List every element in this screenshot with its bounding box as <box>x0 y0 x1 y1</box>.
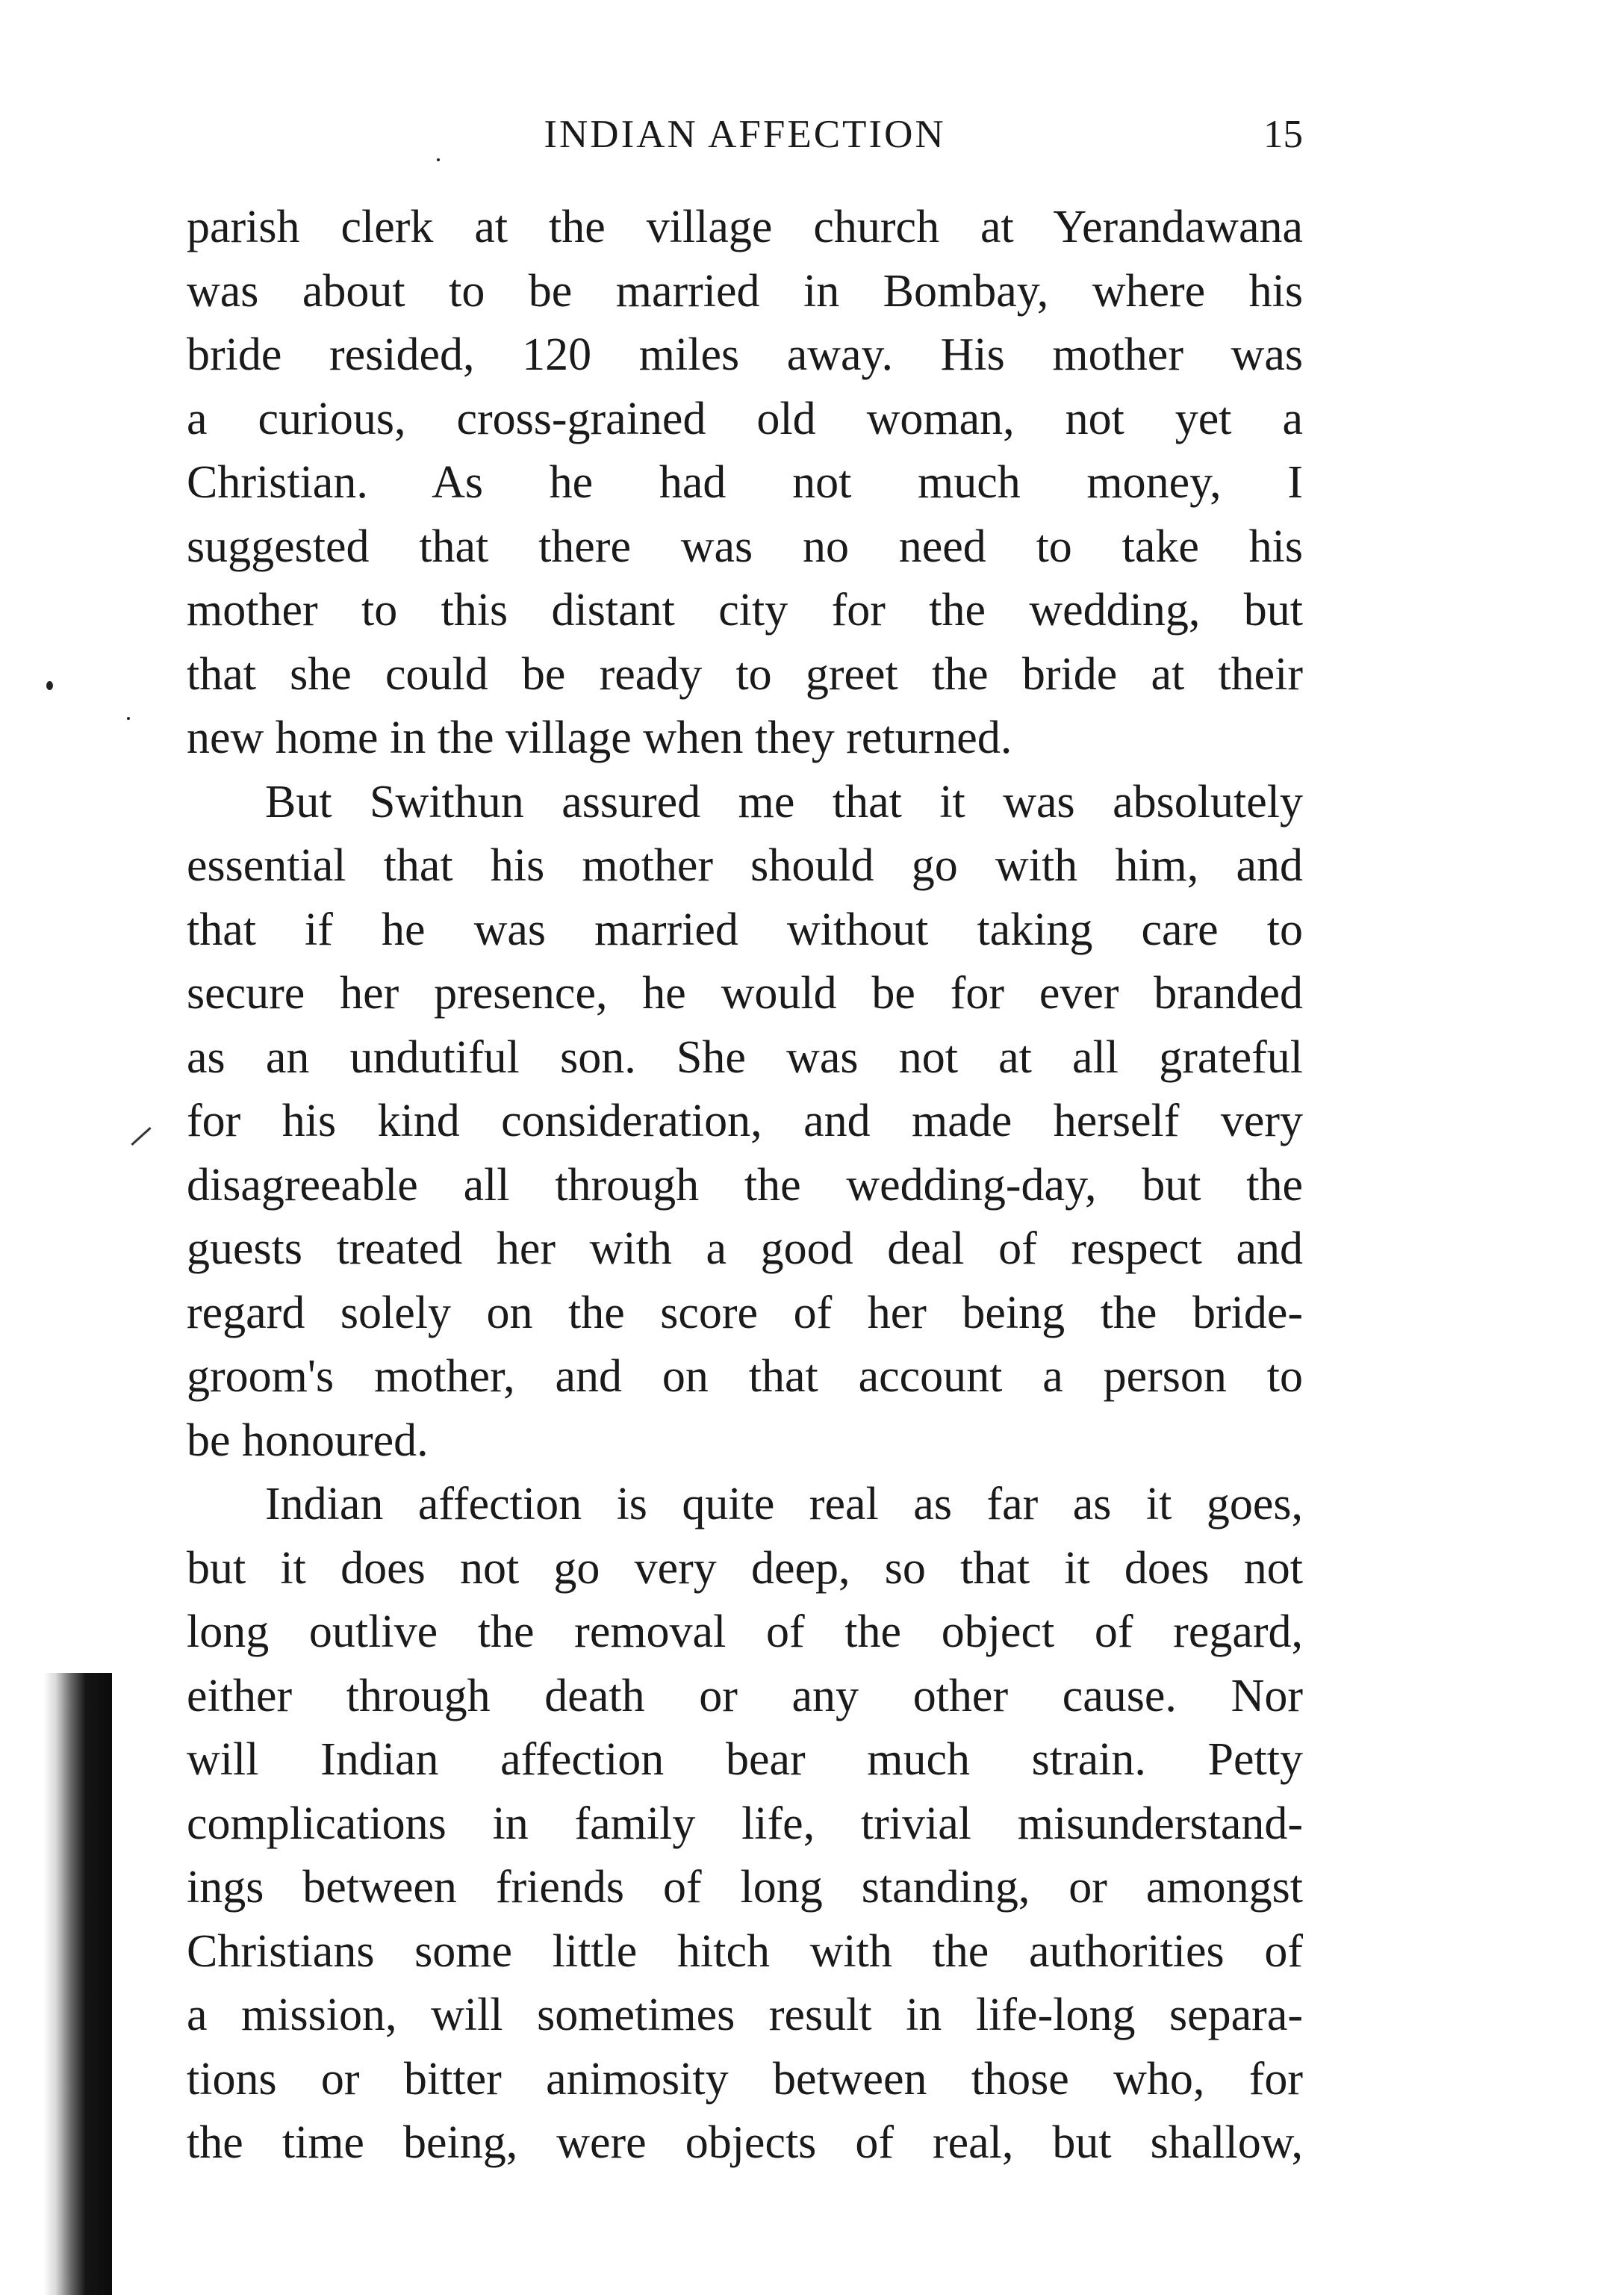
text-line: be honoured. <box>187 1414 429 1466</box>
text-line: Christian. As he had not much money, I <box>187 457 1303 508</box>
text-line: long outlive the removal of the object of regard, <box>187 1606 1303 1657</box>
text-line: either through death or any other cause. Nor <box>187 1670 1303 1721</box>
ink-speck <box>46 681 53 690</box>
body-text <box>187 196 1303 2176</box>
text-line: for his kind consideration, and made herself very <box>187 1096 1303 1146</box>
text-line: the time being, were objects of real, but shallow, <box>187 2117 1303 2168</box>
text-line: mother to this distant city for the wedding, but <box>187 585 1303 636</box>
text-line: but it does not go very deep, so that it does not <box>187 1542 1303 1594</box>
ink-speck <box>437 158 440 161</box>
ink-speck <box>127 717 130 720</box>
text-line: as an undutiful son. She was not at all grateful <box>187 1031 1303 1083</box>
text-line: parish clerk at the village church at Yerandawana <box>187 202 1303 252</box>
text-line: suggested that there was no need to take his <box>187 521 1303 572</box>
pencil-mark <box>131 1127 151 1146</box>
running-head <box>187 112 1303 164</box>
text-line: complications in family life, trivial misunderstand- <box>187 1798 1303 1849</box>
text-line: a curious, cross-grained old woman, not yet a <box>187 393 1303 444</box>
paragraph-first-line: But Swithun assured me that it was absolutely <box>265 776 1303 827</box>
text-line: was about to be married in Bombay, where his <box>187 265 1303 317</box>
text-line: a mission, will sometimes result in life-long separa- <box>187 1990 1303 2040</box>
binding-edge-shadow <box>43 1673 112 2295</box>
text-line: groom's mother, and on that account a person to <box>187 1351 1303 1402</box>
text-line: essential that his mother should go with him, and <box>187 840 1303 891</box>
text-line: regard solely on the score of her being the bride- <box>187 1287 1303 1338</box>
text-line: disagreeable all through the wedding-day, but the <box>187 1159 1303 1211</box>
text-line: will Indian affection bear much strain. Petty <box>187 1734 1303 1785</box>
text-line: ings between friends of long standing, or amongst <box>187 1862 1303 1913</box>
text-line: secure her presence, he would be for ever branded <box>187 968 1303 1019</box>
text-line: Christians some little hitch with the authorities of <box>187 1925 1303 1977</box>
text-line: tions or bitter animosity between those who, for <box>187 2053 1303 2105</box>
text-line: new home in the village when they returned. <box>187 712 1012 763</box>
paragraph-first-line: Indian affection is quite real as far as it goes, <box>265 1479 1303 1530</box>
text-line: that she could be ready to greet the bride at their <box>187 648 1303 700</box>
text-line: bride resided, 120 miles away. His mother was <box>187 329 1303 380</box>
text-line: that if he was married without taking care to <box>187 904 1303 955</box>
text-line: guests treated her with a good deal of respect and <box>187 1223 1303 1274</box>
page-number: 15 <box>1263 113 1303 156</box>
running-title: INDIAN AFFECTION <box>544 113 946 156</box>
